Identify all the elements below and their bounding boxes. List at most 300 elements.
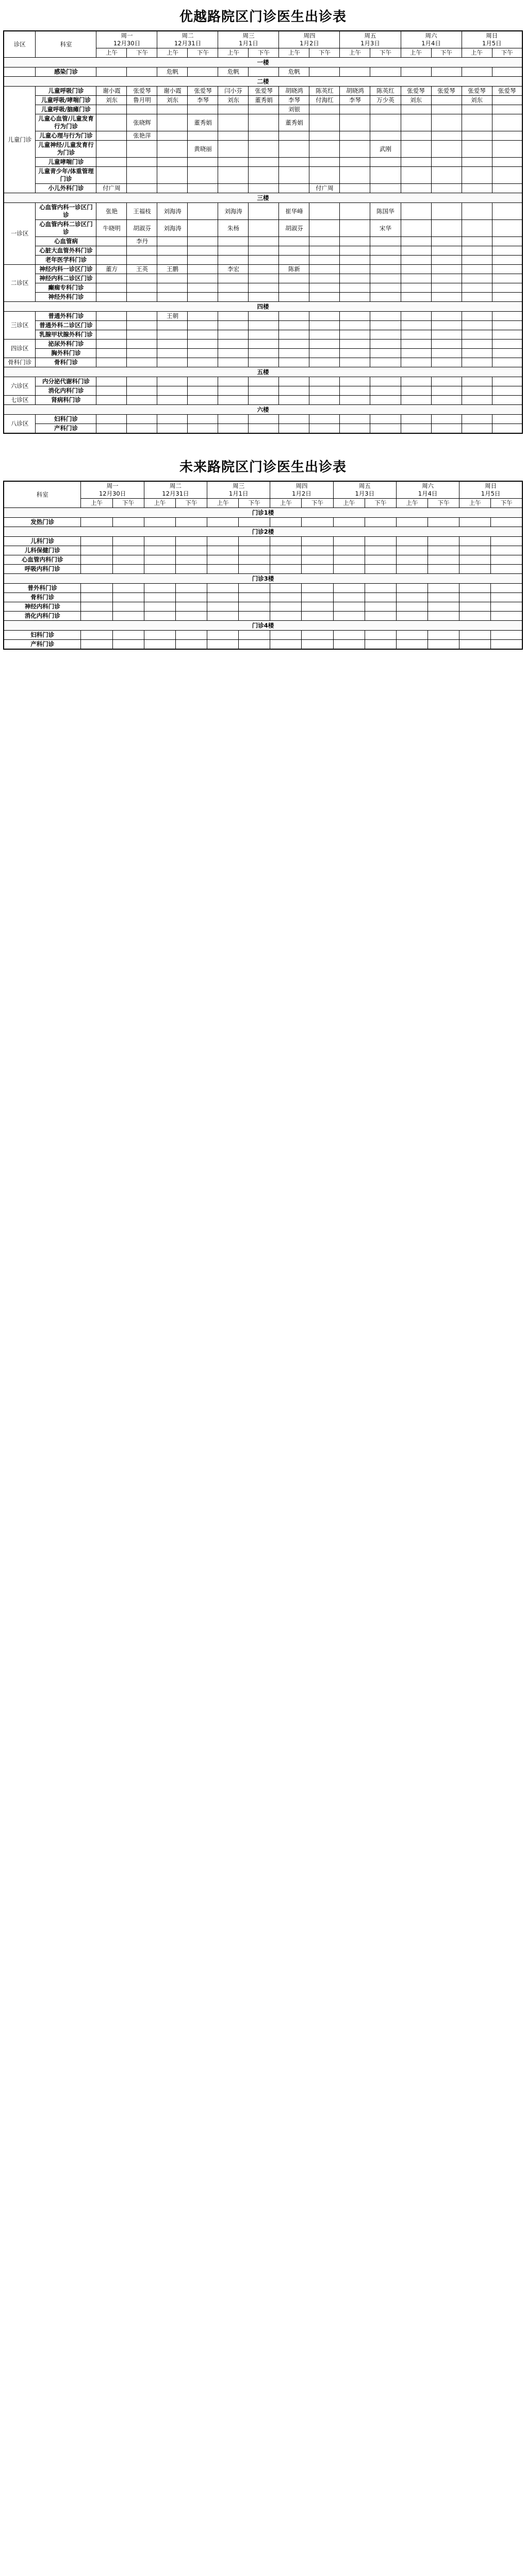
doctor-cell bbox=[207, 555, 239, 565]
doctor-cell bbox=[81, 602, 112, 612]
doctor-cell bbox=[249, 105, 279, 114]
doctor-cell bbox=[340, 349, 370, 358]
doctor-cell bbox=[340, 105, 370, 114]
doctor-cell bbox=[462, 424, 492, 434]
header-halfday: 上午 bbox=[218, 48, 249, 58]
doctor-cell bbox=[309, 386, 340, 396]
doctor-cell bbox=[365, 612, 396, 621]
header-day bbox=[270, 481, 333, 499]
doctor-cell bbox=[112, 631, 144, 640]
doctor-cell bbox=[279, 246, 309, 256]
doctor-cell bbox=[157, 349, 188, 358]
doctor-cell bbox=[370, 293, 401, 302]
doctor-cell bbox=[112, 565, 144, 574]
doctor-cell bbox=[207, 518, 239, 527]
doctor-cell bbox=[279, 415, 309, 424]
doctor-cell: 李丹 bbox=[127, 237, 157, 246]
doctor-cell bbox=[492, 358, 522, 367]
doctor-cell bbox=[302, 631, 333, 640]
header-halfday: 下午 bbox=[249, 48, 279, 58]
doctor-cell bbox=[333, 640, 365, 650]
doctor-cell: 张爱琴 bbox=[401, 87, 431, 96]
header-day bbox=[157, 31, 218, 48]
doctor-cell bbox=[401, 158, 431, 167]
doctor-cell bbox=[431, 167, 462, 184]
doctor-cell bbox=[175, 640, 207, 650]
doctor-cell bbox=[188, 105, 218, 114]
doctor-cell bbox=[270, 612, 302, 621]
section-label: 门诊1楼 bbox=[4, 508, 522, 518]
doctor-cell bbox=[492, 312, 522, 321]
doctor-cell: 董秀娟 bbox=[249, 96, 279, 105]
doctor-cell bbox=[431, 158, 462, 167]
doctor-cell bbox=[401, 293, 431, 302]
doctor-cell bbox=[302, 640, 333, 650]
doctor-cell bbox=[218, 274, 249, 283]
doctor-cell bbox=[144, 602, 175, 612]
doctor-cell bbox=[144, 631, 175, 640]
doctor-cell bbox=[249, 293, 279, 302]
doctor-cell bbox=[462, 167, 492, 184]
header-day-name: 周二 bbox=[182, 32, 194, 39]
table-row bbox=[4, 631, 522, 640]
dept-cell: 儿童呼吸/哮喘门诊 bbox=[36, 96, 96, 105]
header-halfday: 上午 bbox=[279, 48, 309, 58]
doctor-cell bbox=[401, 386, 431, 396]
doctor-cell bbox=[96, 114, 127, 131]
doctor-cell bbox=[492, 96, 522, 105]
doctor-cell bbox=[492, 131, 522, 141]
doctor-cell bbox=[401, 274, 431, 283]
doctor-cell bbox=[175, 593, 207, 602]
doctor-cell bbox=[302, 584, 333, 593]
area-cell: 八诊区 bbox=[4, 415, 36, 434]
header-day-name: 周一 bbox=[121, 32, 133, 39]
doctor-cell bbox=[431, 105, 462, 114]
doctor-cell bbox=[401, 415, 431, 424]
header-dept: 科室 bbox=[36, 31, 96, 58]
doctor-cell bbox=[431, 396, 462, 405]
doctor-cell bbox=[218, 330, 249, 340]
doctor-cell: 崔华峰 bbox=[279, 203, 309, 220]
doctor-cell bbox=[309, 358, 340, 367]
doctor-cell bbox=[249, 274, 279, 283]
header-day-name: 周五 bbox=[358, 482, 371, 489]
doctor-cell bbox=[370, 321, 401, 330]
table-row bbox=[4, 87, 522, 96]
table-row bbox=[4, 424, 522, 434]
doctor-cell bbox=[370, 349, 401, 358]
table-row bbox=[4, 396, 522, 405]
doctor-cell: 付海红 bbox=[309, 96, 340, 105]
doctor-cell bbox=[127, 67, 157, 77]
table-row bbox=[4, 537, 522, 546]
dept-cell: 胸外科门诊 bbox=[36, 349, 96, 358]
doctor-cell bbox=[127, 386, 157, 396]
doctor-cell: 陈英红 bbox=[370, 87, 401, 96]
doc1-title: 优越路院区门诊医生出诊表 bbox=[179, 9, 347, 25]
dept-cell: 心血管内科一诊区门诊 bbox=[36, 203, 96, 220]
doctor-cell bbox=[175, 546, 207, 555]
doctor-cell bbox=[396, 602, 428, 612]
section-label: 三楼 bbox=[4, 193, 522, 203]
header-day-date: 1月4日 bbox=[421, 40, 441, 47]
doctor-cell bbox=[431, 349, 462, 358]
doctor-cell bbox=[249, 321, 279, 330]
header-day-name: 周二 bbox=[169, 482, 182, 489]
doctor-cell bbox=[218, 293, 249, 302]
doctor-cell bbox=[333, 537, 365, 546]
doctor-cell bbox=[370, 184, 401, 193]
table-row bbox=[4, 640, 522, 650]
doctor-cell bbox=[340, 114, 370, 131]
doctor-cell: 王鹏 bbox=[157, 265, 188, 274]
doctor-cell bbox=[333, 565, 365, 574]
doctor-cell bbox=[81, 565, 112, 574]
doctor-cell bbox=[96, 256, 127, 265]
table-row bbox=[4, 612, 522, 621]
header-day-name: 周日 bbox=[485, 482, 497, 489]
doctor-cell bbox=[207, 584, 239, 593]
doctor-cell: 胡淑芬 bbox=[127, 220, 157, 237]
doctor-cell bbox=[127, 330, 157, 340]
doctor-cell: 牛晓明 bbox=[96, 220, 127, 237]
header-day-name: 周五 bbox=[364, 32, 376, 39]
header-halfday: 下午 bbox=[428, 499, 459, 508]
doctor-cell bbox=[270, 565, 302, 574]
doctor-cell bbox=[279, 274, 309, 283]
doctor-cell: 陈新 bbox=[279, 265, 309, 274]
dept-cell: 普通外科二诊区门诊 bbox=[36, 321, 96, 330]
doctor-cell bbox=[492, 330, 522, 340]
doctor-cell bbox=[462, 105, 492, 114]
section-label: 五楼 bbox=[4, 367, 522, 377]
doctor-cell bbox=[157, 424, 188, 434]
doctor-cell bbox=[459, 631, 491, 640]
page bbox=[2, 0, 524, 650]
dept-cell: 心脏大血管外科门诊 bbox=[36, 246, 96, 256]
doctor-cell bbox=[218, 246, 249, 256]
doctor-cell bbox=[309, 158, 340, 167]
table-row bbox=[4, 237, 522, 246]
doctor-cell bbox=[340, 67, 370, 77]
doctor-cell bbox=[492, 377, 522, 386]
doctor-cell bbox=[333, 602, 365, 612]
doctor-cell bbox=[112, 537, 144, 546]
doctor-cell bbox=[279, 184, 309, 193]
doctor-cell bbox=[188, 158, 218, 167]
doctor-cell bbox=[365, 565, 396, 574]
header-halfday: 上午 bbox=[459, 499, 491, 508]
doctor-cell bbox=[279, 340, 309, 349]
doctor-cell bbox=[370, 237, 401, 246]
doctor-cell bbox=[340, 340, 370, 349]
doctor-cell: 张爱琴 bbox=[492, 87, 522, 96]
doctor-cell bbox=[127, 167, 157, 184]
doctor-cell bbox=[249, 377, 279, 386]
header-day-date: 1月5日 bbox=[482, 40, 502, 47]
doctor-cell bbox=[239, 565, 270, 574]
doctor-cell bbox=[309, 256, 340, 265]
dept-cell: 儿童呼吸门诊 bbox=[36, 87, 96, 96]
doctor-cell bbox=[370, 105, 401, 114]
doctor-cell bbox=[188, 167, 218, 184]
doctor-cell bbox=[492, 283, 522, 293]
doctor-cell bbox=[112, 612, 144, 621]
doctor-cell bbox=[431, 386, 462, 396]
doctor-cell bbox=[370, 114, 401, 131]
doctor-cell bbox=[279, 141, 309, 158]
dept-cell: 儿童青少年/体重管理门诊 bbox=[36, 167, 96, 184]
doctor-cell: 陈国华 bbox=[370, 203, 401, 220]
doctor-cell bbox=[249, 330, 279, 340]
doctor-cell bbox=[431, 293, 462, 302]
doctor-cell bbox=[340, 274, 370, 283]
doctor-cell bbox=[492, 424, 522, 434]
doctor-cell bbox=[309, 415, 340, 424]
area-cell: 三诊区 bbox=[4, 312, 36, 340]
doctor-cell bbox=[157, 396, 188, 405]
section-label: 二楼 bbox=[4, 77, 522, 87]
doctor-cell bbox=[81, 612, 112, 621]
doctor-cell bbox=[309, 131, 340, 141]
doctor-cell bbox=[309, 274, 340, 283]
dept-cell: 神经内科门诊 bbox=[4, 602, 81, 612]
doctor-cell bbox=[370, 386, 401, 396]
doctor-cell bbox=[340, 330, 370, 340]
doctor-cell bbox=[309, 105, 340, 114]
doctor-cell bbox=[492, 220, 522, 237]
doctor-cell bbox=[340, 141, 370, 158]
table-row bbox=[4, 321, 522, 330]
doctor-cell bbox=[218, 377, 249, 386]
doctor-cell bbox=[340, 167, 370, 184]
doctor-cell bbox=[218, 358, 249, 367]
doctor-cell bbox=[279, 158, 309, 167]
doctor-cell bbox=[249, 283, 279, 293]
doctor-cell bbox=[207, 565, 239, 574]
header-halfday: 下午 bbox=[127, 48, 157, 58]
doctor-cell bbox=[309, 424, 340, 434]
doctor-cell bbox=[396, 518, 428, 527]
doctor-cell bbox=[127, 246, 157, 256]
doctor-cell bbox=[207, 593, 239, 602]
doctor-cell bbox=[270, 593, 302, 602]
doctor-cell bbox=[144, 584, 175, 593]
doctor-cell bbox=[431, 184, 462, 193]
doctor-cell bbox=[218, 424, 249, 434]
doctor-cell bbox=[396, 537, 428, 546]
doctor-cell bbox=[492, 349, 522, 358]
doctor-cell bbox=[218, 256, 249, 265]
doctor-cell bbox=[462, 386, 492, 396]
doctor-cell bbox=[218, 184, 249, 193]
doctor-cell bbox=[462, 377, 492, 386]
section-row bbox=[4, 405, 522, 415]
header-halfday: 下午 bbox=[302, 499, 333, 508]
dept-cell: 产科门诊 bbox=[36, 424, 96, 434]
table-row bbox=[4, 349, 522, 358]
area-cell: 骨科门诊 bbox=[4, 358, 36, 367]
doctor-cell: 胡晓鸿 bbox=[279, 87, 309, 96]
doctor-cell bbox=[365, 555, 396, 565]
dept-cell: 产科门诊 bbox=[4, 640, 81, 650]
dept-cell: 儿童心理与行为门诊 bbox=[36, 131, 96, 141]
doctor-cell bbox=[239, 537, 270, 546]
doc2-title: 未来路院区门诊医生出诊表 bbox=[179, 460, 347, 475]
doctor-cell bbox=[462, 293, 492, 302]
doctor-cell: 万少英 bbox=[370, 96, 401, 105]
doctor-cell bbox=[218, 114, 249, 131]
dept-cell: 普外科门诊 bbox=[4, 584, 81, 593]
doctor-cell bbox=[333, 546, 365, 555]
doctor-cell bbox=[492, 105, 522, 114]
doctor-cell bbox=[396, 631, 428, 640]
table-row bbox=[4, 184, 522, 193]
area-cell: 儿童门诊 bbox=[4, 87, 36, 193]
header-area: 诊区 bbox=[4, 31, 36, 58]
doctor-cell bbox=[96, 377, 127, 386]
doctor-cell bbox=[459, 593, 491, 602]
header-day bbox=[401, 31, 462, 48]
header-halfday: 上午 bbox=[157, 48, 188, 58]
doctor-cell bbox=[333, 584, 365, 593]
doctor-cell: 刘东 bbox=[401, 96, 431, 105]
doctor-cell bbox=[302, 565, 333, 574]
doctor-cell bbox=[127, 321, 157, 330]
doctor-cell: 张爱琴 bbox=[188, 87, 218, 96]
doctor-cell bbox=[96, 396, 127, 405]
doctor-cell bbox=[365, 518, 396, 527]
header-day-name: 周日 bbox=[486, 32, 498, 39]
doctor-cell bbox=[428, 546, 459, 555]
doctor-cell bbox=[462, 340, 492, 349]
doctor-cell bbox=[218, 237, 249, 246]
doctor-cell bbox=[127, 293, 157, 302]
doctor-cell bbox=[249, 358, 279, 367]
doctor-cell bbox=[401, 358, 431, 367]
doctor-cell bbox=[175, 518, 207, 527]
doctor-cell bbox=[340, 265, 370, 274]
table-row bbox=[4, 415, 522, 424]
doctor-cell bbox=[249, 265, 279, 274]
doctor-cell bbox=[96, 246, 127, 256]
doctor-cell bbox=[491, 593, 522, 602]
doctor-cell: 刘东 bbox=[96, 96, 127, 105]
table-row bbox=[4, 602, 522, 612]
header-day-date: 1月1日 bbox=[239, 40, 258, 47]
doctor-cell bbox=[492, 321, 522, 330]
doctor-cell bbox=[239, 546, 270, 555]
header-day bbox=[218, 31, 279, 48]
doctor-cell: 危帆 bbox=[218, 67, 249, 77]
doctor-cell bbox=[462, 131, 492, 141]
header-halfday: 下午 bbox=[175, 499, 207, 508]
section-row bbox=[4, 193, 522, 203]
table-row bbox=[4, 105, 522, 114]
doctor-cell: 刘东 bbox=[218, 96, 249, 105]
doctor-cell bbox=[340, 321, 370, 330]
table-row bbox=[4, 96, 522, 105]
doctor-cell bbox=[309, 203, 340, 220]
dept-cell: 癫痫专科门诊 bbox=[36, 283, 96, 293]
doctor-cell bbox=[279, 131, 309, 141]
doctor-cell bbox=[96, 330, 127, 340]
doctor-cell bbox=[340, 131, 370, 141]
doctor-cell bbox=[370, 246, 401, 256]
doctor-cell: 李宏 bbox=[218, 265, 249, 274]
doctor-cell bbox=[157, 131, 188, 141]
section-label: 门诊3楼 bbox=[4, 574, 522, 584]
doctor-cell bbox=[188, 312, 218, 321]
doctor-cell bbox=[279, 312, 309, 321]
doctor-cell bbox=[396, 593, 428, 602]
doctor-cell bbox=[340, 293, 370, 302]
doctor-cell bbox=[239, 584, 270, 593]
doctor-cell: 董秀娟 bbox=[188, 114, 218, 131]
doctor-cell bbox=[188, 256, 218, 265]
doctor-cell bbox=[96, 312, 127, 321]
section-row bbox=[4, 367, 522, 377]
doctor-cell: 危帆 bbox=[279, 67, 309, 77]
header-halfday: 下午 bbox=[112, 499, 144, 508]
doctor-cell bbox=[401, 246, 431, 256]
doctor-cell bbox=[462, 396, 492, 405]
doctor-cell: 谢小霞 bbox=[157, 87, 188, 96]
doctor-cell bbox=[112, 546, 144, 555]
doctor-cell bbox=[401, 237, 431, 246]
doctor-cell bbox=[431, 358, 462, 367]
doctor-cell bbox=[492, 415, 522, 424]
doctor-cell bbox=[431, 330, 462, 340]
doctor-cell bbox=[462, 349, 492, 358]
dept-cell: 老年医学科门诊 bbox=[36, 256, 96, 265]
header-day-date: 1月5日 bbox=[481, 490, 501, 497]
doctor-cell: 张爱琴 bbox=[462, 87, 492, 96]
header-day-date: 12月30日 bbox=[98, 490, 126, 497]
doctor-cell bbox=[492, 265, 522, 274]
doctor-cell bbox=[340, 184, 370, 193]
doctor-cell bbox=[218, 141, 249, 158]
doctor-cell bbox=[279, 167, 309, 184]
doctor-cell bbox=[144, 612, 175, 621]
header-halfday: 上午 bbox=[340, 48, 370, 58]
doctor-cell bbox=[157, 256, 188, 265]
doctor-cell bbox=[249, 184, 279, 193]
doctor-cell bbox=[81, 593, 112, 602]
header-day-name: 周六 bbox=[422, 482, 434, 489]
header-halfday: 下午 bbox=[188, 48, 218, 58]
dept-cell: 普通外科门诊 bbox=[36, 312, 96, 321]
doctor-cell bbox=[309, 377, 340, 386]
table-row bbox=[4, 518, 522, 527]
header-day-name: 周三 bbox=[242, 32, 255, 39]
doctor-cell bbox=[188, 386, 218, 396]
doctor-cell bbox=[239, 593, 270, 602]
doctor-cell bbox=[188, 321, 218, 330]
doctor-cell: 朱杨 bbox=[218, 220, 249, 237]
doctor-cell bbox=[144, 518, 175, 527]
doctor-cell bbox=[157, 358, 188, 367]
doctor-cell bbox=[188, 265, 218, 274]
doctor-cell bbox=[431, 96, 462, 105]
doctor-cell bbox=[333, 518, 365, 527]
doctor-cell bbox=[462, 265, 492, 274]
doctor-cell bbox=[188, 340, 218, 349]
doctor-cell bbox=[431, 203, 462, 220]
doctor-cell bbox=[188, 424, 218, 434]
doctor-cell bbox=[270, 584, 302, 593]
